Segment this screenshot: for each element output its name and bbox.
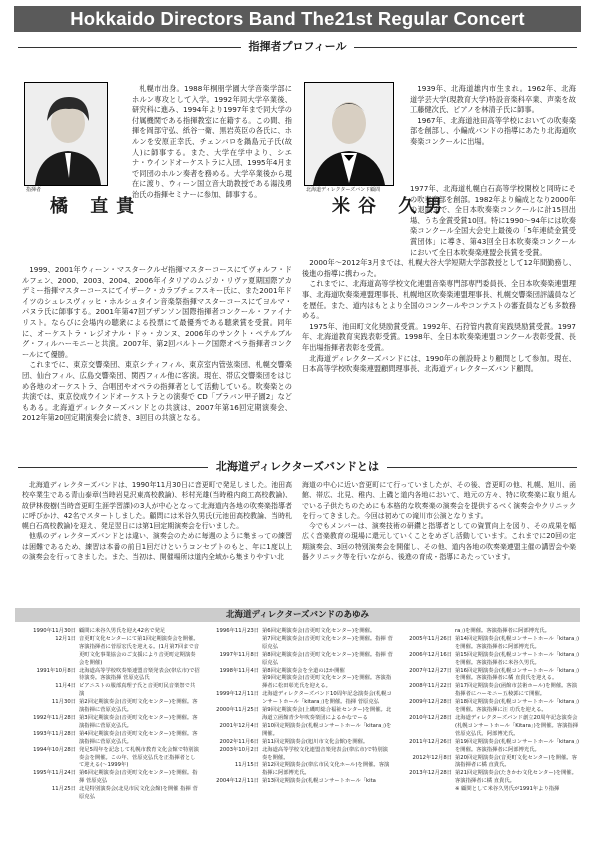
history-col-2 — [203, 628, 393, 786]
conductor1-bio-bottom — [22, 265, 292, 424]
history-row — [14, 628, 200, 636]
history-row — [14, 731, 200, 747]
conductor2-bio-bottom — [302, 184, 576, 375]
conductor1-photo — [24, 82, 108, 186]
about-left — [22, 480, 292, 562]
about-para: 今でもメンバーは、演奏技術の研鑽と指導者としての資質向上を図り、その成果を幅広く音楽教育の現場に還元していくことをめざし活動しています。これまでに20回の定期演奏会、3回の特別演奏会を開催し、その他、道内各地の吹奏楽連盟主催の講習会や楽器クリニック等を行いながら、後進の育成・指導にあたっています。 — [302, 522, 576, 562]
history-event: ※ 顧問として米谷久男氏が1991年より指揮 — [455, 786, 560, 793]
conductor1-portrait — [25, 83, 107, 185]
history-date: 1998年11月4日 — [219, 667, 259, 674]
history-event: 発足5周年を記念して札幌市教育文化会館で特別演奏会を開催。この年、菅原克弘氏を正指揮者として迎える(〜1999年) — [79, 746, 199, 769]
history-event: 第15回定期演奏会(札幌コンサートホール「kitara」)を開催。客演指揮者に米谷久男氏。 — [455, 651, 580, 666]
history-col-1 — [14, 628, 200, 802]
history-row — [203, 636, 393, 652]
history-event: ピアニストの服部真理子氏と音更町民音楽祭で共演 — [79, 683, 196, 698]
conductor2-para: 北海道ディレクターズバンドには、1990年の創設時より顧問として参加。現在、日本高等学校吹奏楽連盟顧問理事長、北海道ディレクターズバンド顧問。 — [302, 353, 576, 374]
history-date: 11月15日 — [234, 762, 259, 769]
history-event: 第3回定期演奏会(音更町文化センター)を開催。客演指揮に菅原克弘氏。 — [79, 714, 198, 729]
history-row — [203, 628, 393, 636]
history-date: 11月30日 — [51, 699, 76, 706]
history-row — [203, 739, 393, 747]
history-row — [396, 683, 582, 699]
history-row — [14, 715, 200, 731]
history-event: 第19回定期演奏会(札幌コンサートホール「kitara」)を開催。客演指揮者に阿部博光氏。 — [455, 738, 580, 753]
history-row — [14, 636, 200, 668]
history-date: 2007年12月27日 — [409, 667, 452, 674]
history-event: 北海道ディレクターズバンド創立20周年記念演奏会(札幌コンサートホール「Kitara」)を開催。客演指揮 菅原克弘氏、阿部博光氏。 — [455, 714, 579, 737]
history-event: 第13回定期演奏会(札幌コンサートホール「kita — [262, 778, 376, 785]
history-event: 北見特別演奏会(北見市民文化会館)を開催 指揮 菅原克弘 — [79, 786, 198, 801]
history-row — [203, 723, 393, 739]
history-date: 2003年10月2日 — [219, 746, 259, 753]
history-event: 第20回定期演奏会(音更町文化センター)を開催。客演指揮者に橘 直貴氏。 — [455, 754, 577, 769]
conductor1-bio-top — [132, 84, 292, 201]
history-row — [203, 691, 393, 707]
history-date: 1992年11月28日 — [33, 714, 76, 721]
history-event: 顧問に米谷久男氏を迎え42名で発足 — [79, 628, 166, 634]
conductor1-para: 札幌市出身。1988年桐朋学園大学音楽学部にホルン専攻として入学。1992年同大学卒業後、研究科に進み、1994年より1997年まで同大学の付属機関である指揮教室に在籍する。この間、指揮を岡部守弘、紙谷一衛、黒岩英臣の各氏に、ホルンを安原正幸氏、チェンバロを鍋島元子氏(故人)に師事する。また、大学在学中より、シエナ・ウインドオーケストラに入団、1995年4月まで同団のホルン奏者を務める。大学卒業後から現在に渡り、ウィーン国立音大助教授である湯浅勇治氏の指揮セミナーに参加、師事する。 — [132, 84, 292, 199]
history-date: 2013年12月28日 — [409, 770, 452, 777]
history-event: 音更町文化センターにて第1回定期演奏会を開催。客演指揮者に菅原宏氏を迎える。(1月第7回まで音更町文化事業協会のご支援により音更町定期演奏会を開催) — [79, 635, 200, 666]
history-event: 北海道高等学校文化連盟音楽発表会(帯広市)で特別演奏を開催。 — [262, 746, 388, 761]
history-date: 2004年12月11日 — [216, 778, 259, 785]
conductor2-portrait — [305, 83, 393, 185]
history-event: 第21回定期演奏会(たきかわ文化センター)を開催。客演指揮者に橘 直貴氏。 — [455, 770, 577, 785]
history-event: 第18回定期演奏会(札幌コンサートホール「kitara」)を開催。客演指揮に汪 功氏を迎える。 — [455, 699, 580, 714]
history-event: 第4回定期演奏会(音更町文化センター)を開催。客演指揮に菅原克弘氏。 — [79, 730, 198, 745]
history-row — [396, 739, 582, 755]
history-date: 2001年12月4日 — [219, 722, 259, 729]
history-date: 2011年12月26日 — [409, 738, 452, 745]
history-date: 1991年10月8日 — [36, 667, 76, 674]
history-date — [396, 786, 455, 794]
history-date: 2009年12月28日 — [409, 699, 452, 706]
conductor1-caption: 指揮者 — [26, 187, 42, 193]
concert-title: Hokkaido Directors Band The21st Regular Concert — [14, 6, 581, 32]
history-event: 第17回定期演奏会(函館市芸術ホール)を開催。客演指揮者にハーモニー五稜郭にて開催。 — [455, 683, 578, 698]
history-row — [14, 747, 200, 771]
conductor2-name: 米谷 久男 — [332, 196, 451, 217]
history-row — [396, 786, 582, 794]
history-event: 第8回定期演奏会(音更町文化センター)を開催。指揮 菅原克弘 — [262, 651, 393, 666]
conductor2-bio-top — [410, 84, 576, 148]
about-heading: 北海道ディレクターズバンドとは — [208, 460, 387, 473]
history-heading: 北海道ディレクターズバンドのあゆみ — [15, 608, 580, 622]
conductor2-para: 2000年〜2012年3月までは、札幌大谷大学短期大学部教授として12年間勤務し、後進の指導に携わった。 — [302, 258, 576, 278]
conductor1-para: 1999、2001年ウィーン・マスタークルゼ指揮マスターコースにてヴォルフ・ドルフェン、2000、2003、2004、2006年イタリアのムジカ・リヴァ夏期国際アカデミー指揮マスターコースにてイザーク・カラブチェフスキー氏に、また2001年ドイツのシュレスヴィッヒ・ホルシュタイン音楽祭指揮マスターコースにてヨルマ・パヌラ氏に師事する。2001年第47回ブザンソン国際指揮者コンクール・ファイナリスト。ならびに会場内の聴衆による投票にて最優秀である聴衆賞を受賞。同年に、オーケストラ・レジオナル・ドゥ・カンヌ、2006年のサンクト・ペテルブルグ・フィルハーモニーと共演。2007年、第2回バルトーク国際オペラ指揮者コンクールにて優勝。 — [22, 265, 292, 359]
history-row — [203, 707, 393, 723]
history-date: 1990年11月30日 — [33, 628, 76, 634]
history-date — [203, 636, 262, 652]
history-table-2 — [203, 628, 393, 786]
conductor2-photo — [304, 82, 394, 186]
history-row — [14, 770, 200, 786]
history-event: 第9回定期演奏会(音更町文化センター)を開催。客演指揮者に松田彰光氏を迎える。 — [262, 675, 392, 690]
history-row — [396, 628, 582, 636]
history-date: 2000年11月25日 — [216, 707, 259, 714]
history-row — [203, 778, 393, 786]
history-event: 北海道ディレクターズバンド10周年記念演奏会(札幌コンサートホール「kitara」)を開催。指揮 菅原克弘 — [262, 691, 392, 706]
history-table-1 — [14, 628, 200, 802]
conductor2-para: 1939年、北海道雄内市生まれ。1962年、北海道学芸大学(現教育大学)特設音楽科卒業、声楽を故工藤健次氏、ピアノを林清子氏に師事。 — [410, 84, 576, 115]
history-date: 1993年11月28日 — [33, 730, 76, 737]
history-table-3 — [396, 628, 582, 794]
conductor2-para: 1967年、北海道池田高等学校においての吹奏楽部を創部し、小編成バンドの指導にあたり北海道吹奏楽コンクールに出場。 — [410, 115, 576, 146]
history-event: 第6回定期演奏会(音更町文化センター)を開催。 — [262, 628, 376, 634]
conductor1-para: これまでに、東京交響楽団、東京シティフィル、東京室内管弦楽団、札幌交響楽団、仙台フィル、広島交響楽団、関西フィル他に客演。現在、帯広交響楽団をはじめ各地のオーケストラ、合唱団やオペラの指揮者として活動している。吹奏楽との共演では、東京佼成ウインドオーケストラとの演奏で CD「ブラバン甲子園2」などもある。北海道ディレクターズバンドとの共演は、2007年第16回定期演奏会、2012年第20回定期演奏会に続き、3回目の共演となる。 — [22, 360, 292, 423]
history-event: 第12回定期演奏会(帯広市民文化ホール)を開催。客演指揮に阿部博光氏。 — [262, 762, 390, 777]
history-row — [396, 652, 582, 668]
profile-heading-wrap — [18, 40, 577, 54]
about-heading-wrap — [18, 460, 577, 474]
history-event: 第6回定期演奏会(音更町文化センター)を開催。指揮 菅原克弘 — [79, 770, 198, 785]
history-date: 2010年12月28日 — [409, 714, 452, 721]
history-date: 12月1日 — [55, 635, 76, 642]
history-row — [396, 770, 582, 786]
history-event: 第10回定期演奏会(札幌コンサートホール「kitara」)を開催。 — [262, 722, 392, 737]
history-event: 第9回定期演奏会(上磯町総合福祉センター)を開催。北海道立函館青少年吹奏楽団によるかなでーる — [262, 707, 392, 721]
history-row — [14, 699, 200, 715]
history-date: 2012年12月8日 — [412, 754, 452, 761]
history-date: 11月4日 — [55, 683, 76, 690]
history-row — [396, 715, 582, 739]
history-row — [203, 747, 393, 763]
history-date: 11月25日 — [51, 786, 76, 793]
conductor2-para: 1977年、北海道札幌白石高等学校開校と同時にその吹奏楽部を創部。1982年より編成となり2000年の退職まで、全日本吹奏楽コンクールに計15回出場、うち金賞受賞10回。特に1990〜94年には吹奏楽コンクール全国大会史上最後の「5年連続金賞受賞団体」に導き、第43回全日本吹奏楽コンクールにおいて全日本吹奏楽連盟会長賞を受賞。 — [410, 184, 576, 257]
conductor2-para: これまでに、北海道高等学校文化連盟音楽専門部専門委員長、全日本吹奏楽連盟理事、北海道吹奏楽連盟理事長、札幌地区吹奏楽連盟理事長、札幌交響楽団評議員などを歴任。また、道内はもとより全国のコンクールやコンテストの審査員なども多数務める。 — [302, 279, 576, 321]
history-row — [396, 668, 582, 684]
conductor1-name: 橘 直貴 — [50, 196, 143, 217]
history-row — [396, 755, 582, 771]
history-date: 1994年10月28日 — [33, 746, 76, 753]
history-date: 1995年11月24日 — [33, 770, 76, 777]
about-para: 海道の中心に近い音更町にて行っていましたが、その後、音更町の他、札幌、旭川、函館、帯広、北見、稚内、上磯と道内各地において、地元の方々、特に吹奏楽に取り組んでいる子供たちのためにも本格的な吹奏楽の演奏会を提供するべく演奏会やクリニックを行ってきました。今回は初めての滝川市公演となります。 — [302, 481, 576, 520]
history-row — [396, 636, 582, 652]
history-row — [396, 699, 582, 715]
conductor2-caption: 北海道ディレクターズバンド顧問 — [306, 187, 381, 193]
history-date: 2002年11月6日 — [219, 738, 259, 745]
history-col-3 — [396, 628, 582, 794]
history-row — [203, 675, 393, 691]
history-event: 第16回定期演奏会(札幌コンサートホール「kitara」)を開催。客演指揮者に橘 直貴氏を迎える。 — [455, 667, 580, 682]
history-row — [14, 786, 200, 802]
history-row — [203, 762, 393, 778]
about-right — [302, 480, 576, 562]
history-date — [203, 675, 262, 691]
history-event: 第7回定期演奏会(音更町文化センター)を開催。指揮 菅原克弘 — [262, 635, 393, 650]
history-event: 第2回定期演奏会(音更町文化センター)を開催。客演指揮に菅原克弘氏。 — [79, 699, 198, 714]
profile-heading: 指揮者プロフィール — [241, 40, 355, 53]
history-date — [396, 628, 455, 636]
history-date: 2006年12月16日 — [409, 651, 452, 658]
about-para: 他県のディレクターズバンドとは違い、演奏会のために毎週のように集まっての練習は困難であるため、練習は本番の前日1回だけというコンセプトのもと、年に1度以上の演奏会を行ってきました。また、当初は、開催場所は道内全域から集まりやすい北 — [22, 532, 292, 562]
history-date: 2008年11月22日 — [409, 683, 452, 690]
history-event: 第8回定期演奏会を全道のほか開催 — [262, 667, 345, 674]
history-event: 第14回定期演奏会(札幌コンサートホール「kitara」)を開催。客演指揮者に阿部博光氏。 — [455, 635, 580, 650]
history-date: 1997年11月8日 — [219, 651, 259, 658]
about-para: 北海道ディレクターズバンドは、1990年11月30日に音更町で発足しました。池田高校卒業生である青山泰章(当時岩見沢東高校教論)、杉村光雄(当時稚内商工高校教論)、故伊林俊樹(当時音更町生涯学習課)の3人が中心となって北海道内各地の吹奏楽指導者に呼びかけ、42名でスタートしました。顧問には米谷久男氏(元池田高校教論、当時札幌白石高校教論)を迎え、発足翌日には第1回定期演奏会を行いました。 — [22, 481, 292, 531]
history-date: 2005年11月26日 — [409, 635, 452, 642]
history-date: 1999年12月11日 — [216, 691, 259, 698]
history-date: 1996年11月23日 — [216, 628, 259, 634]
history-row — [14, 668, 200, 684]
history-row — [203, 652, 393, 668]
history-row — [14, 683, 200, 699]
history-event: 第11回定期演奏会(旭川市文化会館)を開催。 — [262, 738, 369, 745]
conductor2-para: 1975年、池田町文化奨励賞受賞。1992年、石狩管内教育実践奨励賞受賞。1997年、北海道教育実践表彰受賞。1998年、全日本吹奏楽連盟コンクール表彰受賞、長年出場指揮者表彰を受賞。 — [302, 321, 576, 352]
history-event: 北海道高等学校吹奏楽連盟音楽発表会(帯広市)で招待演奏。客演指揮 菅原克弘氏 — [79, 667, 200, 682]
history-event: ra」)を開催。客演指揮者に阿部博光氏。 — [455, 628, 550, 634]
